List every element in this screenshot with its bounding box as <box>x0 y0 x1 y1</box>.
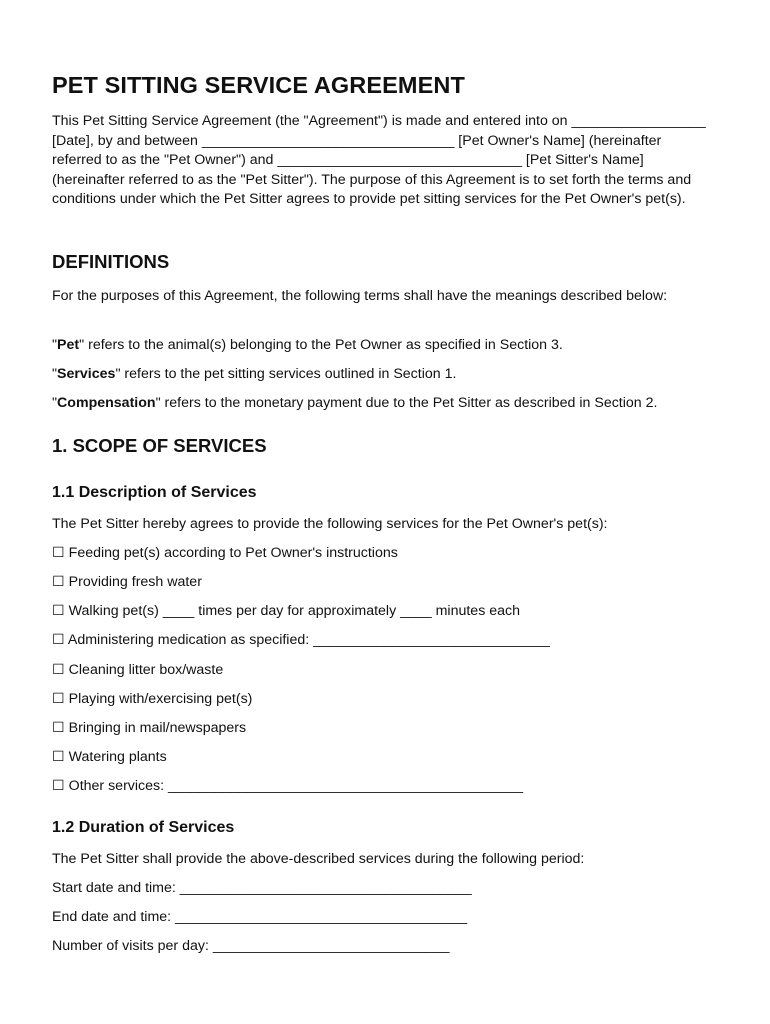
duration-lead: The Pet Sitter shall provide the above-described services during the following period: <box>52 851 585 867</box>
service-item-mail: ☐ Bringing in mail/newspapers <box>52 720 247 736</box>
service-item-medication: ☐ Administering medication as specified: ______________________________ <box>52 632 550 648</box>
start-date-field: Start date and time: _____________________________________ <box>52 880 472 896</box>
definition-pet: "Pet" refers to the animal(s) belonging to the Pet Owner as specified in Section 3. <box>52 337 563 353</box>
service-item-plants: ☐ Watering plants <box>52 749 167 765</box>
end-date-field: End date and time: _____________________________________ <box>52 909 467 925</box>
term-label: Pet <box>57 337 80 353</box>
description-heading: 1.1 Description of Services <box>52 484 257 501</box>
term-label: Compensation <box>57 395 156 411</box>
description-lead: The Pet Sitter hereby agrees to provide the following services for the Pet Owner's pet(s): <box>52 516 608 532</box>
definitions-heading: DEFINITIONS <box>52 251 170 272</box>
intro-paragraph: This Pet Sitting Service Agreement (the "Agreement") is made and entered into on _________________ [Date], by and between ________________________________ [Pet Owner's Name] (hereinafter referred to as the "Pet Owner") and _______________________________ [Pet Sitter's Name] (hereinafter referred to as the "Pet Sitter"). The purpose of this Agreement is to set forth the terms and conditions under which the Pet Sitter agrees to provide pet sitting services for the Pet Owner's pet(s). <box>52 113 706 208</box>
term-label: Services <box>57 366 116 382</box>
service-item-walking: ☐ Walking pet(s) ____ times per day for approximately ____ minutes each <box>52 603 520 619</box>
service-item-other: ☐ Other services: _____________________________________________ <box>52 778 524 794</box>
definition-compensation: "Compensation" refers to the monetary payment due to the Pet Sitter as described in Section 2. <box>52 395 658 411</box>
definitions-lead: For the purposes of this Agreement, the following terms shall have the meanings described below: <box>52 288 668 304</box>
visits-per-day-field: Number of visits per day: ______________________________ <box>52 938 450 954</box>
service-item-feeding: ☐ Feeding pet(s) according to Pet Owner's instructions <box>52 545 398 561</box>
document-title: PET SITTING SERVICE AGREEMENT <box>52 72 465 98</box>
definition-services: "Services" refers to the pet sitting services outlined in Section 1. <box>52 366 457 382</box>
service-item-litter: ☐ Cleaning litter box/waste <box>52 662 224 678</box>
service-item-water: ☐ Providing fresh water <box>52 574 202 590</box>
scope-heading: 1. SCOPE OF SERVICES <box>52 435 267 456</box>
service-item-playing: ☐ Playing with/exercising pet(s) <box>52 691 253 707</box>
duration-heading: 1.2 Duration of Services <box>52 819 235 836</box>
